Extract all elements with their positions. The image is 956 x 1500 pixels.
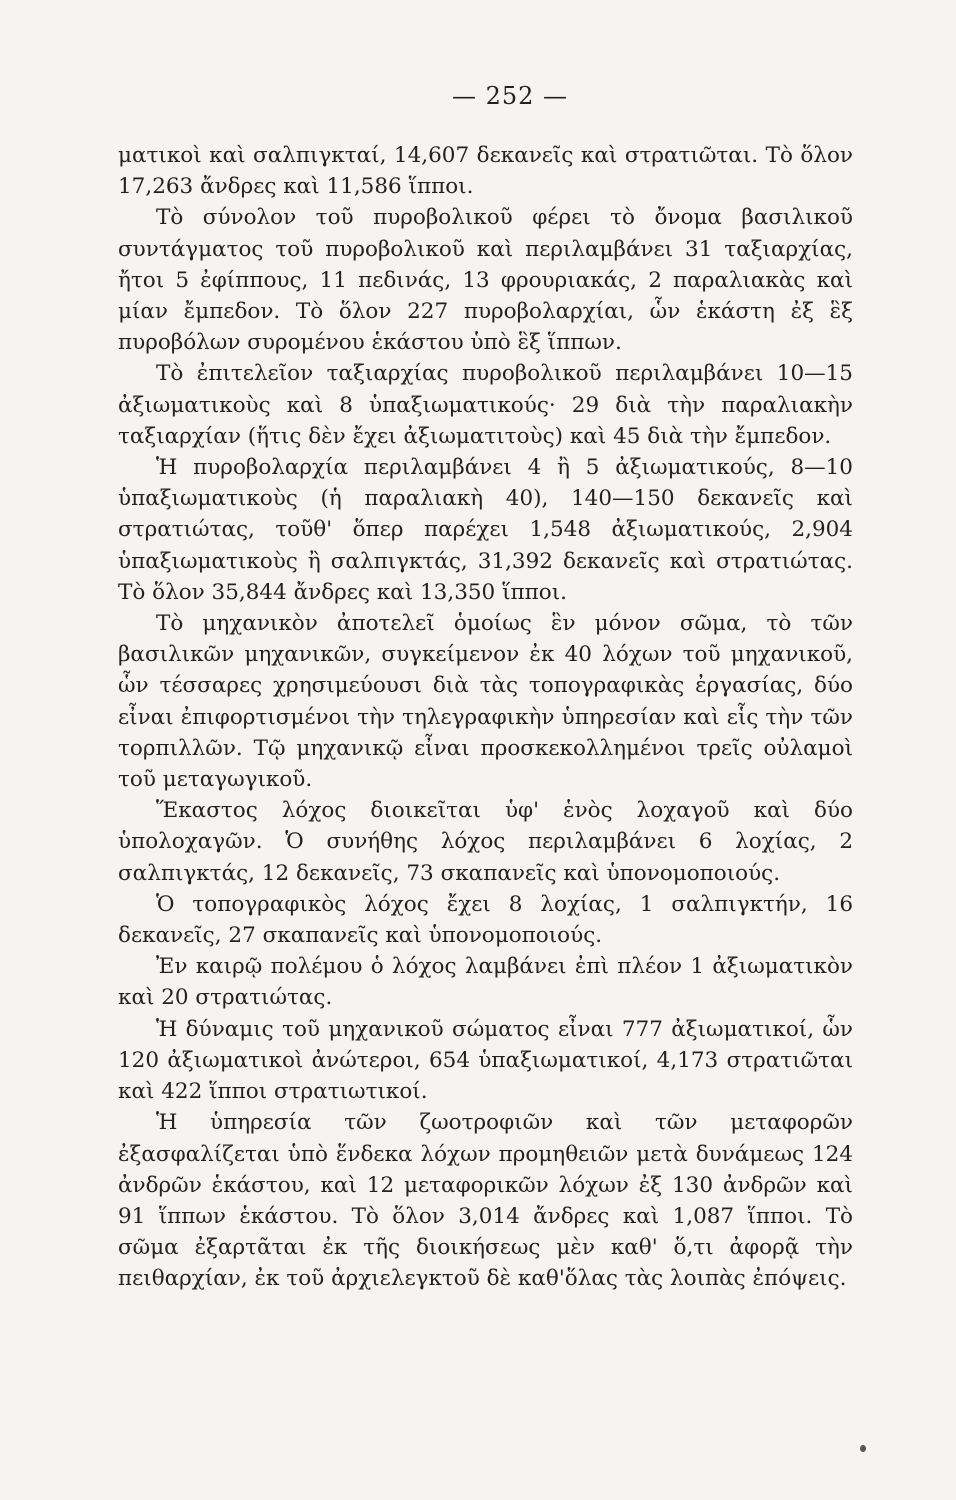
ink-speck [860,1445,866,1452]
paragraph: Ὁ τοπογραφικὸς λόχος ἔχει 8 λοχίας, 1 σαλπιγκτήν, 16 δεκανεῖς, 27 σκαπανεῖς καὶ ὑπονομοποιούς. [118,891,853,949]
body-text [118,140,853,1295]
paragraph: Τὸ σύνολον τοῦ πυροβολικοῦ φέρει τὸ ὄνομα βασιλικοῦ συντάγματος τοῦ πυροβολικοῦ καὶ περιλαμβάνει 31 ταξιαρχίας, ἤτοι 5 ἐφίππους, 11 πεδινάς, 13 φρουριακάς, 2 παραλιακὰς καὶ μίαν ἔμπεδον. Τὸ ὅλον 227 πυροβολαρχίαι, ὧν ἑκάστη ἐξ ἓξ πυροβόλων συρομένου ἑκάστου ὑπὸ ἓξ ἵππων. [118,205,853,356]
paragraph: ματικοὶ καὶ σαλπιγκταί, 14,607 δεκανεῖς καὶ στρατιῶται. Τὸ ὅλον 17,263 ἄνδρες καὶ 11,586 ἵπποι. [118,143,853,200]
paragraph: Ἡ πυροβολαρχία περιλαμβάνει 4 ἢ 5 ἀξιωματικούς, 8—10 ὑπαξιωματικοὺς (ἡ παραλιακὴ 40), 140—150 δεκανεῖς καὶ στρατιώτας, τοῦθ' ὅπερ παρέχει 1,548 ἀξιωματικούς, 2,904 ὑπαξιωματικοὺς ἢ σαλπιγκτάς, 31,392 δεκανεῖς καὶ στρατιώτας. Τὸ ὅλον 35,844 ἄνδρες καὶ 13,350 ἵπποι. [118,455,853,605]
paragraph: Ἕκαστος λόχος διοικεῖται ὑφ' ἑνὸς λοχαγοῦ καὶ δύο ὑπολοχαγῶν. Ὁ συνήθης λόχος περιλαμβάνει 6 λοχίας, 2 σαλπιγκτάς, 12 δεκανεῖς, 73 σκαπανεῖς καὶ ὑπονομοποιούς. [118,798,853,886]
page-number: — 252 — [451,82,569,110]
paragraph: Ἡ δύναμις τοῦ μηχανικοῦ σώματος εἶναι 777 ἀξιωματικοί, ὧν 120 ἀξιωματικοὶ ἀνώτεροι, 654 ὑπαξιωματικοί, 4,173 στρατιῶται καὶ 422 ἵπποι στρατιωτικοί. [118,1016,853,1105]
paragraph: Ἐν καιρῷ πολέμου ὁ λόχος λαμβάνει ἐπὶ πλέον 1 ἀξιωματικὸν καὶ 20 στρατιώτας. [118,954,853,1011]
paragraph: Ἡ ὑπηρεσία τῶν ζωοτροφιῶν καὶ τῶν μεταφορῶν ἐξασφαλίζεται ὑπὸ ἕνδεκα λόχων προμηθειῶν μετὰ δυνάμεως 124 ἀνδρῶν ἑκάστου, καὶ 12 μεταφορικῶν λόχων ἐξ 130 ἀνδρῶν καὶ 91 ἵππων ἑκάστου. Τὸ ὅλον 3,014 ἄνδρες καὶ 1,087 ἵπποι. Τὸ σῶμα ἐξαρτᾶται ἐκ τῆς διοικήσεως μὲν καθ' ὅ,τι ἀφορᾷ τὴν πειθαρχίαν, ἐκ τοῦ ἀρχιελεγκτοῦ δὲ καθ'ὅλας τὰς λοιπὰς ἐπόψεις. [118,1110,853,1292]
paragraph: Τὸ μηχανικὸν ἀποτελεῖ ὁμοίως ἓν μόνον σῶμα, τὸ τῶν βασιλικῶν μηχανικῶν, συγκείμενον ἐκ 40 λόχων τοῦ μηχανικοῦ, ὧν τέσσαρες χρησιμεύουσι διὰ τὰς τοπογραφικὰς ἐργασίας, δύο εἶναι ἐπιφορτισμένοι τὴν τηλεγραφικὴν ὑπηρεσίαν καὶ εἷς τὴν τῶν τορπιλλῶν. Τῷ μηχανικῷ εἶναι προσκεκολλημένοι τρεῖς οὐλαμοὶ τοῦ μεταγωγικοῦ. [118,611,853,793]
paragraph: Τὸ ἐπιτελεῖον ταξιαρχίας πυροβολικοῦ περιλαμβάνει 10—15 ἀξιωματικοὺς καὶ 8 ὑπαξιωματικούς· 29 διὰ τὴν παραλιακὴν ταξιαρχίαν (ἥτις δὲν ἔχει ἀξιωματιτοὺς) καὶ 45 διὰ τὴν ἔμπεδον. [118,361,853,449]
